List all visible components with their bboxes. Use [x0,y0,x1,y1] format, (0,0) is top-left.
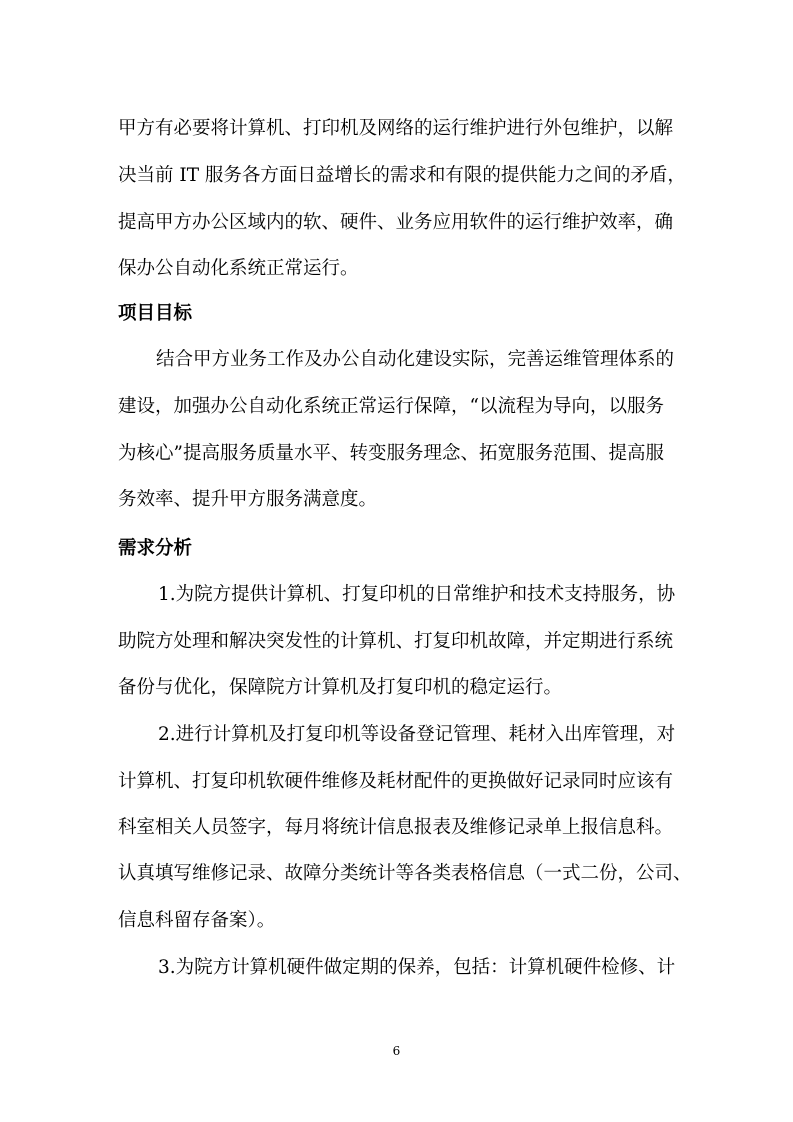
section-heading: 需求分析 [118,538,193,559]
text-line: 信息科留存备案）。 [118,910,276,931]
text-line: 为核心”提高服务质量水平、转变服务理念、拓宽服务范围、提高服 [118,443,664,464]
section-heading: 项目目标 [118,303,193,324]
text-line: 甲方有必要将计算机、打印机及网络的运行维护进行外包维护，以解 [118,118,674,139]
text-line: 提高甲方办公区域内的软、硬件、业务应用软件的运行维护效率，确 [118,212,674,233]
text-line: 认真填写维修记录、故障分类统计等各类表格信息（一式二份，公司、 [118,863,692,884]
text-line: 备份与优化，保障院方计算机及打复印机的稳定运行。 [118,677,563,698]
text-line: 建设，加强办公自动化系统正常运行保障，“以流程为导向，以服务 [118,396,664,417]
text-line: 结合甲方业务工作及办公自动化建设实际，完善运维管理体系的 [156,349,675,370]
text-line: 计算机、打复印机软硬件维修及耗材配件的更换做好记录同时应该有 [118,771,674,792]
text-line: 科室相关人员签字，每月将统计信息报表及维修记录单上报信息科。 [118,817,674,838]
text-line: 3.为院方计算机硬件做定期的保养，包括：计算机硬件检修、计 [158,957,676,978]
text-line: 保办公自动化系统正常运行。 [118,258,359,279]
text-line: 助院方处理和解决突发性的计算机、打复印机故障，并定期进行系统 [118,631,674,652]
text-line: 务效率、提升甲方服务满意度。 [118,489,378,510]
text-line: 1.为院方提供计算机、打复印机的日常维护和技术支持服务，协 [158,584,676,605]
text-line: 2.进行计算机及打复印机等设备登记管理、耗材入出库管理，对 [158,724,676,745]
page-number: 6 [392,1044,401,1058]
text-line: 决当前 IT 服务各方面日益增长的需求和有限的提供能力之间的矛盾， [118,165,686,186]
